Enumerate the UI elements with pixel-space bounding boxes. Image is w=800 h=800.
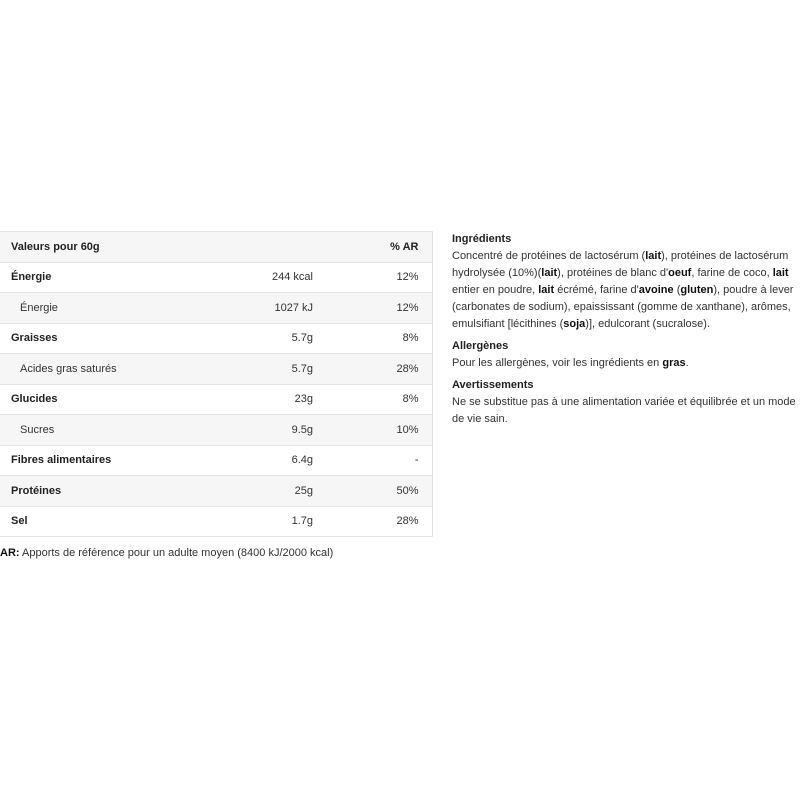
nutrient-name: Énergie bbox=[0, 293, 248, 324]
ingredients-title: Ingrédients bbox=[452, 233, 512, 245]
warnings-title: Avertissements bbox=[452, 379, 534, 391]
text-segment: , farine de coco, bbox=[691, 267, 773, 279]
header-values-label: Valeurs pour 60g bbox=[0, 232, 248, 263]
nutrient-amount: 1.7g bbox=[248, 506, 313, 537]
nutrient-name: Fibres alimentaires bbox=[0, 445, 248, 476]
text-segment: ), poudre à lever (carbonates de sodium), epaississant (gomme de xanthane), arômes, emulsifiant [lécithines ( bbox=[452, 284, 794, 330]
nutrient-name: Sel bbox=[0, 506, 248, 537]
allergens-text bbox=[452, 355, 798, 372]
text-segment: entier en poudre, bbox=[452, 284, 539, 296]
header-ar-label: % AR bbox=[313, 232, 432, 263]
ingredients-text bbox=[452, 248, 798, 333]
text-segment: )], edulcorant (sucralose). bbox=[585, 318, 711, 330]
product-info-panel bbox=[452, 231, 798, 433]
nutrient-ar-percent: 12% bbox=[313, 293, 432, 324]
text-segment: ), protéines de blanc d' bbox=[557, 267, 669, 279]
nutrient-ar-percent: 28% bbox=[313, 506, 432, 537]
allergen-highlight: lait bbox=[541, 267, 558, 279]
nutrient-ar-percent: 12% bbox=[313, 262, 432, 293]
nutrient-name: Sucres bbox=[0, 415, 248, 446]
nutrient-name: Graisses bbox=[0, 323, 248, 354]
nutrition-row bbox=[0, 506, 432, 537]
text-segment: . bbox=[685, 357, 689, 369]
nutrition-row bbox=[0, 384, 432, 415]
nutrition-table bbox=[0, 231, 433, 537]
nutrient-amount: 5.7g bbox=[248, 354, 313, 385]
nutrient-ar-percent: - bbox=[313, 445, 432, 476]
nutrient-amount: 1027 kJ bbox=[248, 293, 313, 324]
text-segment: Concentré de protéines de lactosérum ( bbox=[452, 250, 646, 262]
allergen-highlight: lait bbox=[538, 284, 555, 296]
nutrient-amount: 6.4g bbox=[248, 445, 313, 476]
nutrient-ar-percent: 8% bbox=[313, 323, 432, 354]
ar-footnote bbox=[0, 547, 333, 559]
text-segment: ), protéines de lactosérum hydrolysée (10%)( bbox=[452, 250, 789, 279]
nutrient-ar-percent: 28% bbox=[313, 354, 432, 385]
nutrition-row bbox=[0, 262, 432, 293]
nutrition-row bbox=[0, 476, 432, 507]
allergen-highlight: lait bbox=[772, 267, 789, 279]
nutrient-amount: 9.5g bbox=[248, 415, 313, 446]
nutrition-row bbox=[0, 354, 432, 385]
nutrient-amount: 25g bbox=[248, 476, 313, 507]
nutrition-row bbox=[0, 415, 432, 446]
ar-footnote-text: Apports de référence pour un adulte moyen (8400 kJ/2000 kcal) bbox=[19, 547, 334, 559]
allergen-highlight: lait bbox=[645, 250, 662, 262]
nutrition-row bbox=[0, 293, 432, 324]
nutrient-amount: 23g bbox=[248, 384, 313, 415]
nutrition-row bbox=[0, 323, 432, 354]
nutrient-amount: 5.7g bbox=[248, 323, 313, 354]
allergen-highlight: oeuf bbox=[668, 267, 692, 279]
nutrient-name: Protéines bbox=[0, 476, 248, 507]
nutrient-ar-percent: 50% bbox=[313, 476, 432, 507]
allergen-highlight: gras bbox=[662, 357, 686, 369]
nutrient-amount: 244 kcal bbox=[248, 262, 313, 293]
nutrient-name: Glucides bbox=[0, 384, 248, 415]
nutrient-ar-percent: 8% bbox=[313, 384, 432, 415]
ar-footnote-label: AR: bbox=[0, 547, 20, 559]
header-amount-spacer bbox=[248, 232, 313, 263]
allergen-highlight: soja bbox=[563, 318, 586, 330]
nutrient-name: Acides gras saturés bbox=[0, 354, 248, 385]
warnings-text: Ne se substitue pas à une alimentation variée et équilibrée et un mode de vie sain. bbox=[452, 396, 796, 425]
allergen-highlight: gluten bbox=[680, 284, 714, 296]
allergen-highlight: avoine bbox=[638, 284, 674, 296]
text-segment: ( bbox=[673, 284, 681, 296]
text-segment: écrémé, farine d' bbox=[554, 284, 639, 296]
nutrition-table-body bbox=[0, 262, 432, 537]
allergens-title: Allergènes bbox=[452, 340, 509, 352]
text-segment: Pour les allergènes, voir les ingrédients en bbox=[452, 357, 663, 369]
nutrition-row bbox=[0, 445, 432, 476]
nutrient-name: Énergie bbox=[0, 262, 248, 293]
nutrient-ar-percent: 10% bbox=[313, 415, 432, 446]
nutrition-table-header bbox=[0, 232, 432, 263]
